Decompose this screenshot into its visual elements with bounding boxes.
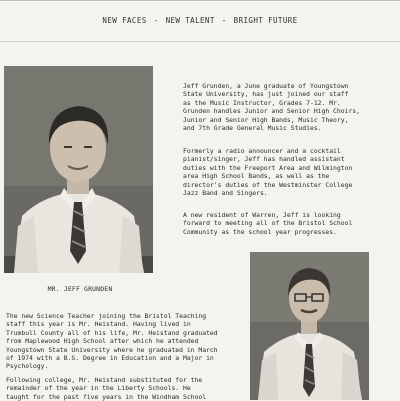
portrait-image-2	[250, 252, 369, 400]
masthead-part-2: NEW TALENT	[165, 16, 215, 25]
masthead-separator-1: -	[153, 16, 159, 25]
article-paragraph-2: Formerly a radio announcer and a cocktail pianist/singer, Jeff has handled assistant duties with the Freeport Area and Wilmington area High School Bands, as well as the director's duties of the Westminster College Jazz Band and Singers.	[183, 147, 353, 198]
article-paragraph-5: Following college, Mr. Heistand substituted for the remainder of the year in the Liberty Schools. He taught for the past five years in the Windham School	[6, 376, 207, 401]
masthead-separator-2: -	[221, 16, 227, 25]
masthead	[0, 16, 400, 25]
portrait-image	[4, 66, 153, 273]
masthead-part-3: BRIGHT FUTURE	[233, 16, 298, 25]
masthead-rule	[0, 41, 400, 42]
photo-heistand	[250, 252, 369, 400]
article-paragraph-3: A new resident of Warren, Jeff is looking forward to meeting all of the Bristol School Community as the school year progresses.	[183, 211, 353, 236]
masthead-part-1: NEW FACES	[102, 16, 147, 25]
article-paragraph-4: The new Science Teacher joining the Bristol Teaching staff this year is Mr. Heistand. Having lived in Trumbull County all of his life, Mr. Heistand graduated from Maplewood High School after which he attended Youngstown State University where he graduated in March of 1974 with a B.S. Degree in Education and a Major in Psychology.	[6, 312, 218, 371]
top-rule	[0, 0, 400, 1]
article-paragraph-1: Jeff Grunden, a June graduate of Youngstown State University, has just joined our staff as the Music Instructor, Grades 7-12. Mr. Grunden handles Junior and Senior High Choirs, Junior and Senior High Bands, Music Theory, and 7th Grade General Music Studies.	[183, 82, 360, 133]
photo-caption: MR. JEFF GRUNDEN	[47, 285, 113, 293]
photo-jeff-grunden	[4, 66, 153, 273]
